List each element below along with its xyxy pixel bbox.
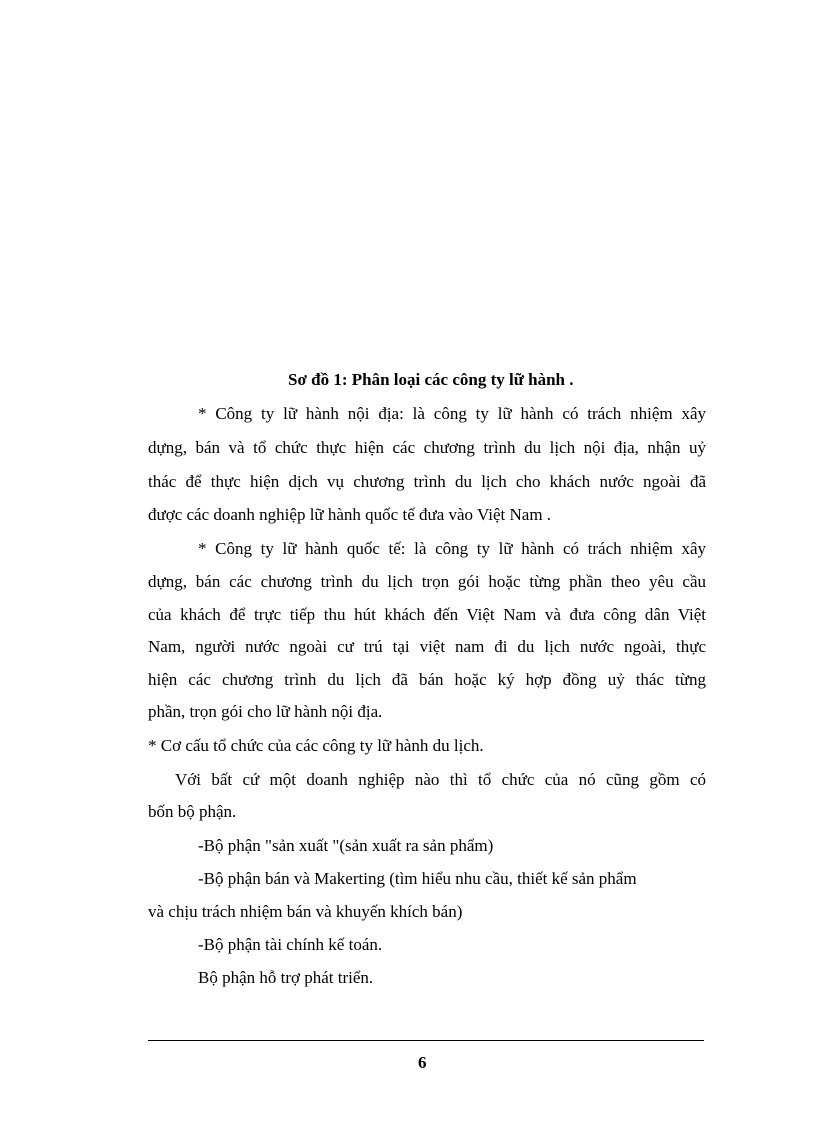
list-item: -Bộ phận "sản xuất "(sản xuất ra sản phẩm)	[198, 836, 494, 855]
section-heading: * Cơ cấu tổ chức của các công ty lữ hành du lịch.	[148, 736, 484, 755]
paragraph-line: Nam, người nước ngoài cư trú tại việt nam đi du lịch nước ngoài, thực	[148, 637, 706, 656]
paragraph-line: Với bất cứ một doanh nghiệp nào thì tổ chức của nó cũng gồm có	[175, 770, 706, 789]
paragraph-line: dựng, bán và tổ chức thực hiện các chương trình du lịch nội địa, nhận uỷ	[148, 438, 706, 457]
paragraph-line: hiện các chương trình du lịch đã bán hoặc ký hợp đồng uỷ thác từng	[148, 670, 706, 689]
paragraph-line: thác để thực hiện dịch vụ chương trình du lịch cho khách nước ngoài đã	[148, 472, 706, 491]
page-number: 6	[418, 1053, 427, 1072]
paragraph-line: phần, trọn gói cho lữ hành nội địa.	[148, 702, 383, 721]
paragraph-line: được các doanh nghiệp lữ hành quốc tế đưa vào Việt Nam .	[148, 505, 552, 524]
list-item: -Bộ phận bán và Makerting (tìm hiểu nhu cầu, thiết kế sản phẩm	[198, 869, 637, 888]
paragraph-line: * Công ty lữ hành quốc tế: là công ty lữ hành có trách nhiệm xây	[198, 539, 706, 558]
footer-divider	[148, 1040, 704, 1041]
paragraph-line: bốn bộ phận.	[148, 802, 237, 821]
list-item: Bộ phận hỗ trợ phát triển.	[198, 968, 374, 987]
figure-caption: Sơ đồ 1: Phân loại các công ty lữ hành .	[288, 370, 574, 389]
list-item: và chịu trách nhiệm bán và khuyến khích bán)	[148, 902, 463, 921]
paragraph-line: dựng, bán các chương trình du lịch trọn gói hoặc từng phần theo yêu cầu	[148, 572, 706, 591]
list-item: -Bộ phận tài chính kế toán.	[198, 935, 383, 954]
paragraph-line: * Công ty lữ hành nội địa: là công ty lữ hành có trách nhiệm xây	[198, 404, 706, 423]
paragraph-line: của khách để trực tiếp thu hút khách đến Việt Nam và đưa công dân Việt	[148, 605, 706, 624]
